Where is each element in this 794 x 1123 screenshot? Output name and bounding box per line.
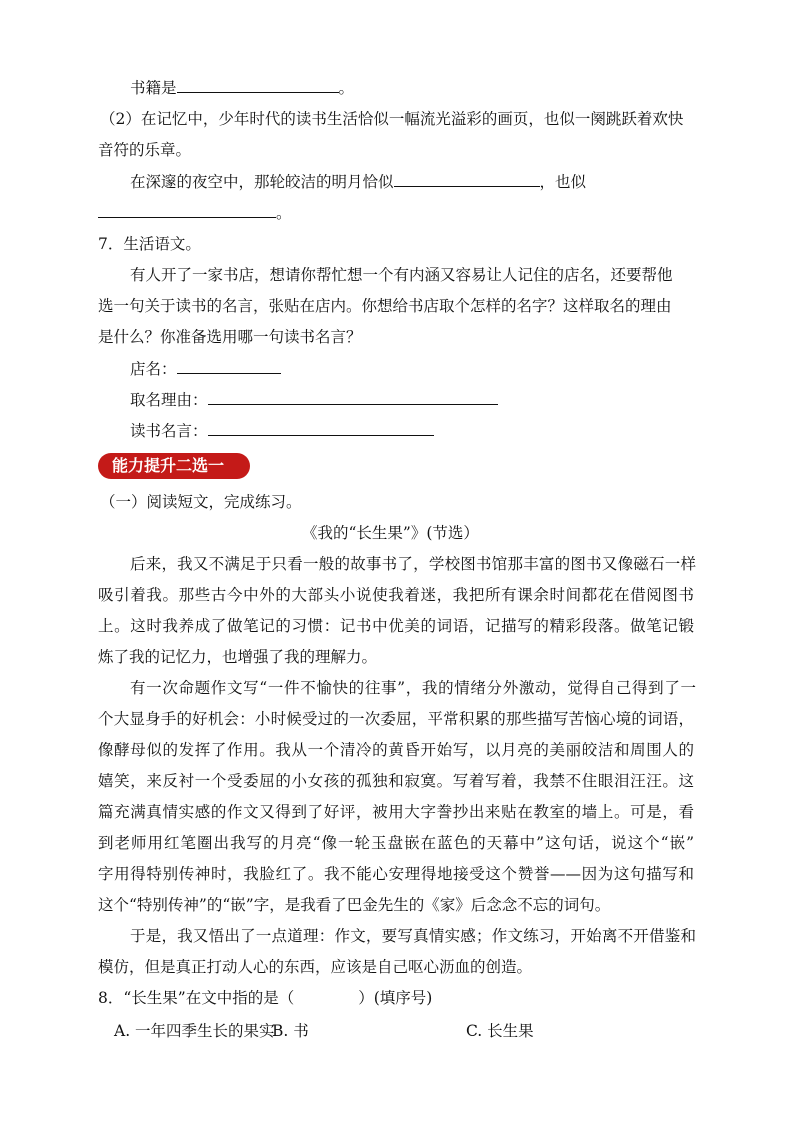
sub-question-2-line-1: （2）在记忆中，少年时代的读书生活恰似一幅流光溢彩的画页，也似一阕跳跃着欢快 (100, 110, 684, 128)
shop-name-row (130, 358, 281, 379)
sub-question-2-line-2: 音符的乐章。 (98, 141, 192, 159)
books-end-punct: 。 (338, 79, 355, 97)
reading-intro: （一）阅读短文，完成练习。 (100, 493, 302, 511)
passage-line: 到老师用红笔圈出我写的月亮“像一轮玉盘嵌在蓝色的天幕中”这句话，说这个“嵌” (98, 834, 694, 852)
passage-title: 《我的“长生果”》(节选） (302, 524, 479, 542)
passage-line: 嬉笑，来反衬一个受委屈的小女孩的孤独和寂寞。写着写着，我禁不住眼泪汪汪。这 (98, 772, 694, 790)
passage-line: 上。这时我养成了做笔记的习惯：记书中优美的词语，记描写的精彩段落。做笔记锻 (98, 617, 694, 635)
moon-blank-1[interactable] (394, 171, 540, 187)
question-8-stem-a: 8．“长生果”在文中指的是（ (98, 989, 295, 1007)
moon-mid: ，也似 (539, 173, 587, 191)
passage-line: 像酵母似的发挥了作用。我从一个清冷的黄昏开始写，以月亮的美丽皎洁和周围人的 (98, 741, 694, 759)
moon-blank-2[interactable] (98, 202, 276, 218)
passage-line: 这个“特别传神”的“嵌”字，是我看了巴金先生的《家》后念念不忘的词句。 (98, 896, 611, 914)
question-7-line: 选一句关于读书的名言，张贴在店内。你想给书店取个怎样的名字？这样取名的理由 (98, 297, 672, 315)
moon-simile-line-2 (98, 202, 292, 223)
reason-label: 取名理由： (130, 391, 208, 409)
passage-line: 于是，我又悟出了一点道理：作文，要写真情实感；作文练习，开始离不开借鉴和 (130, 927, 696, 945)
question-8-stem (98, 988, 432, 1008)
books-prefix: 书籍是 (130, 79, 177, 97)
reason-row (130, 389, 498, 410)
quote-label: 读书名言： (130, 422, 208, 440)
moon-prefix: 在深邃的夜空中，那轮皎洁的明月恰似 (130, 173, 394, 191)
passage-line: 个大显身手的好机会：小时候受过的一次委屈，平常积累的那些描写苦恼心境的词语， (98, 710, 694, 728)
passage-line: 吸引着我。那些古今中外的大部头小说使我着迷，我把所有课余时间都花在借阅图书 (98, 586, 694, 604)
passage-line: 有一次命题作文写“一件不愉快的往事”，我的情绪分外激动，觉得自己得到了一 (130, 679, 696, 697)
passage-line: 字用得特别传神时，我脸红了。我不能心安理得地接受这个赞誉——因为这句描写和 (98, 865, 694, 883)
option-c[interactable]: C. 长生果 (466, 1022, 534, 1040)
quote-row (130, 420, 434, 441)
moon-end-punct: 。 (276, 204, 292, 222)
reason-blank[interactable] (208, 389, 498, 405)
section-badge: 能力提升二选一 (98, 453, 250, 479)
passage-line: 篇充满真情实感的作文又得到了好评，被用大字誊抄出来贴在教室的墙上。可是，看 (98, 803, 694, 821)
books-answer-line (130, 77, 354, 98)
option-b[interactable]: B. 书 (272, 1022, 309, 1040)
passage-line: 炼了我的记忆力，也增强了我的理解力。 (98, 648, 378, 666)
question-7-title: 7．生活语文。 (98, 235, 201, 253)
question-8-stem-b: ）(填序号) (358, 989, 433, 1007)
books-answer-blank[interactable] (177, 77, 339, 93)
quote-blank[interactable] (208, 420, 434, 436)
passage-line: 模仿，但是真正打动人心的东西，应该是自己呕心沥血的创造。 (98, 958, 533, 976)
moon-simile-line (130, 171, 586, 192)
shop-name-blank[interactable] (177, 358, 281, 374)
question-7-line: 是什么？你准备选用哪一句读书名言？ (98, 328, 362, 346)
question-7-line: 有人开了一家书店，想请你帮忙想一个有内涵又容易让人记住的店名，还要帮他 (130, 266, 673, 284)
option-a[interactable]: A. 一年四季生长的果实 (114, 1022, 275, 1040)
passage-line: 后来，我又不满足于只看一般的故事书了，学校图书馆那丰富的图书又像磁石一样 (130, 555, 696, 573)
shop-name-label: 店名： (130, 360, 177, 378)
